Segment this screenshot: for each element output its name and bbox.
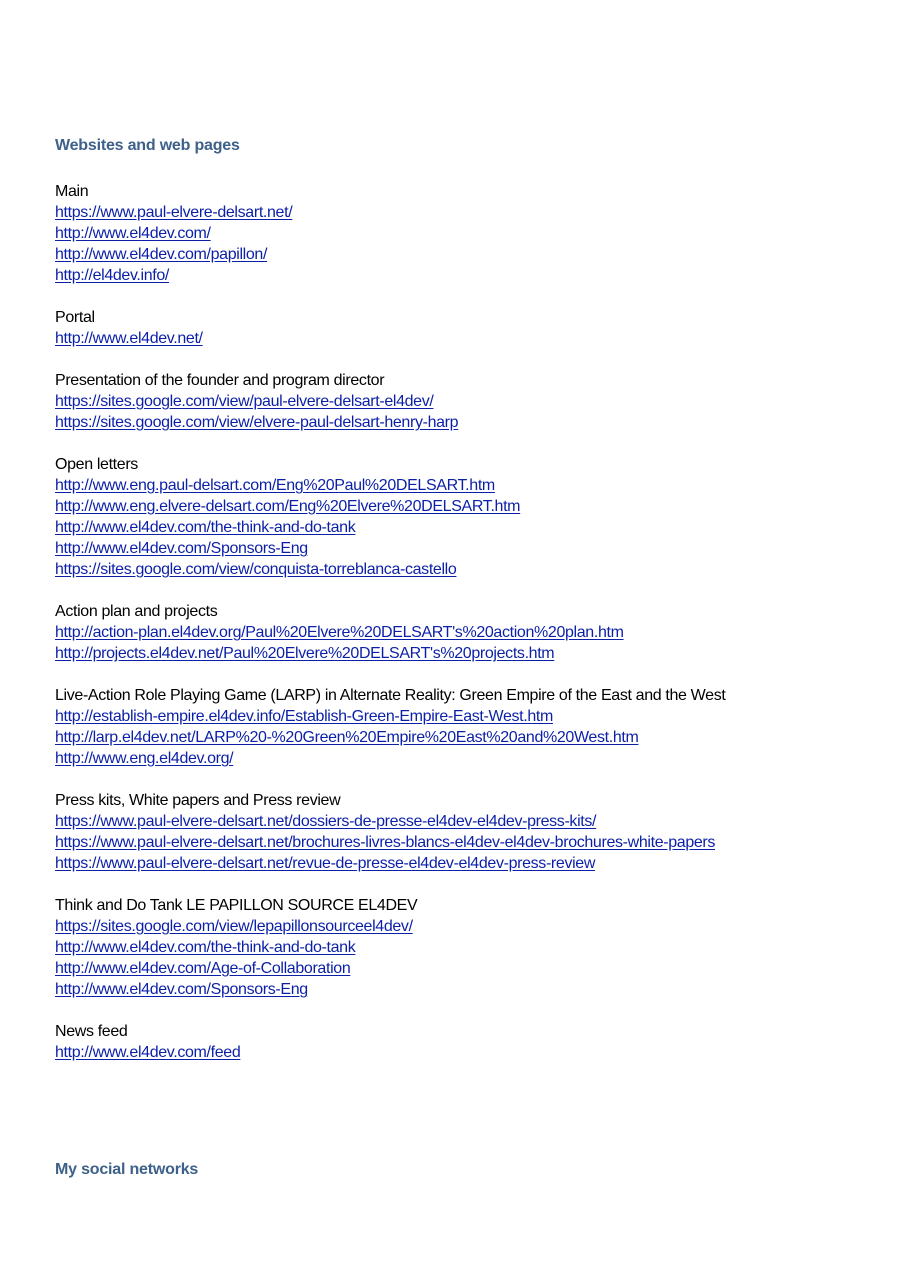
social-networks-heading: My social networks bbox=[55, 1161, 199, 1178]
url-link[interactable]: http://establish-empire.el4dev.info/Establish-Green-Empire-East-West.htm bbox=[55, 708, 553, 725]
url-link[interactable]: http://projects.el4dev.net/Paul%20Elvere%20DELSART's%20projects.htm bbox=[55, 645, 555, 662]
url-link[interactable]: http://www.el4dev.net/ bbox=[55, 330, 203, 347]
url-link[interactable]: http://www.el4dev.com/Age-of-Collaboration bbox=[55, 960, 351, 977]
section-label: News feed bbox=[55, 1023, 128, 1040]
url-link[interactable]: http://www.el4dev.com/feed bbox=[55, 1044, 241, 1061]
url-link[interactable]: http://www.el4dev.com/papillon/ bbox=[55, 246, 268, 263]
url-link[interactable]: http://action-plan.el4dev.org/Paul%20Elvere%20DELSART's%20action%20plan.htm bbox=[55, 624, 624, 641]
url-link[interactable]: https://sites.google.com/view/lepapillonsourceel4dev/ bbox=[55, 918, 413, 935]
section-label: Portal bbox=[55, 309, 95, 326]
section-label: Action plan and projects bbox=[55, 603, 218, 620]
url-link[interactable]: http://www.el4dev.com/ bbox=[55, 225, 211, 242]
url-link[interactable]: http://www.el4dev.com/Sponsors-Eng bbox=[55, 981, 308, 998]
link-section bbox=[55, 454, 875, 580]
link-section bbox=[55, 307, 875, 349]
link-section bbox=[55, 601, 875, 664]
section-label: Main bbox=[55, 183, 89, 200]
url-link[interactable]: https://sites.google.com/view/elvere-paul-delsart-henry-harp bbox=[55, 414, 459, 431]
link-section bbox=[55, 895, 875, 1000]
link-section bbox=[55, 181, 875, 286]
link-section bbox=[55, 790, 875, 874]
url-link[interactable]: https://www.paul-elvere-delsart.net/brochures-livres-blancs-el4dev-el4dev-brochures-white-papers bbox=[55, 834, 716, 851]
url-link[interactable]: http://www.eng.paul-delsart.com/Eng%20Paul%20DELSART.htm bbox=[55, 477, 495, 494]
section-label: Presentation of the founder and program director bbox=[55, 372, 385, 389]
url-link[interactable]: https://www.paul-elvere-delsart.net/ bbox=[55, 204, 293, 221]
link-section bbox=[55, 685, 875, 769]
websites-heading: Websites and web pages bbox=[55, 137, 240, 154]
url-link[interactable]: http://el4dev.info/ bbox=[55, 267, 170, 284]
url-link[interactable]: http://www.eng.elvere-delsart.com/Eng%20Elvere%20DELSART.htm bbox=[55, 498, 521, 515]
section-label: Open letters bbox=[55, 456, 138, 473]
url-link[interactable]: https://www.paul-elvere-delsart.net/revue-de-presse-el4dev-el4dev-press-review bbox=[55, 855, 596, 872]
url-link[interactable]: http://larp.el4dev.net/LARP%20-%20Green%20Empire%20East%20and%20West.htm bbox=[55, 729, 639, 746]
url-link[interactable]: https://www.paul-elvere-delsart.net/dossiers-de-presse-el4dev-el4dev-press-kits/ bbox=[55, 813, 597, 830]
url-link[interactable]: http://www.el4dev.com/the-think-and-do-tank bbox=[55, 939, 356, 956]
url-link[interactable]: https://sites.google.com/view/paul-elvere-delsart-el4dev/ bbox=[55, 393, 434, 410]
url-link[interactable]: http://www.el4dev.com/the-think-and-do-tank bbox=[55, 519, 356, 536]
url-link[interactable]: https://sites.google.com/view/conquista-torreblanca-castello bbox=[55, 561, 457, 578]
link-section bbox=[55, 1021, 875, 1063]
section-label: Press kits, White papers and Press review bbox=[55, 792, 341, 809]
section-label: Think and Do Tank LE PAPILLON SOURCE EL4DEV bbox=[55, 897, 418, 914]
link-section bbox=[55, 370, 875, 433]
url-link[interactable]: http://www.el4dev.com/Sponsors-Eng bbox=[55, 540, 308, 557]
section-label: Live-Action Role Playing Game (LARP) in Alternate Reality: Green Empire of the East and the West bbox=[55, 687, 726, 704]
website-sections bbox=[55, 181, 875, 1084]
url-link[interactable]: http://www.eng.el4dev.org/ bbox=[55, 750, 234, 767]
